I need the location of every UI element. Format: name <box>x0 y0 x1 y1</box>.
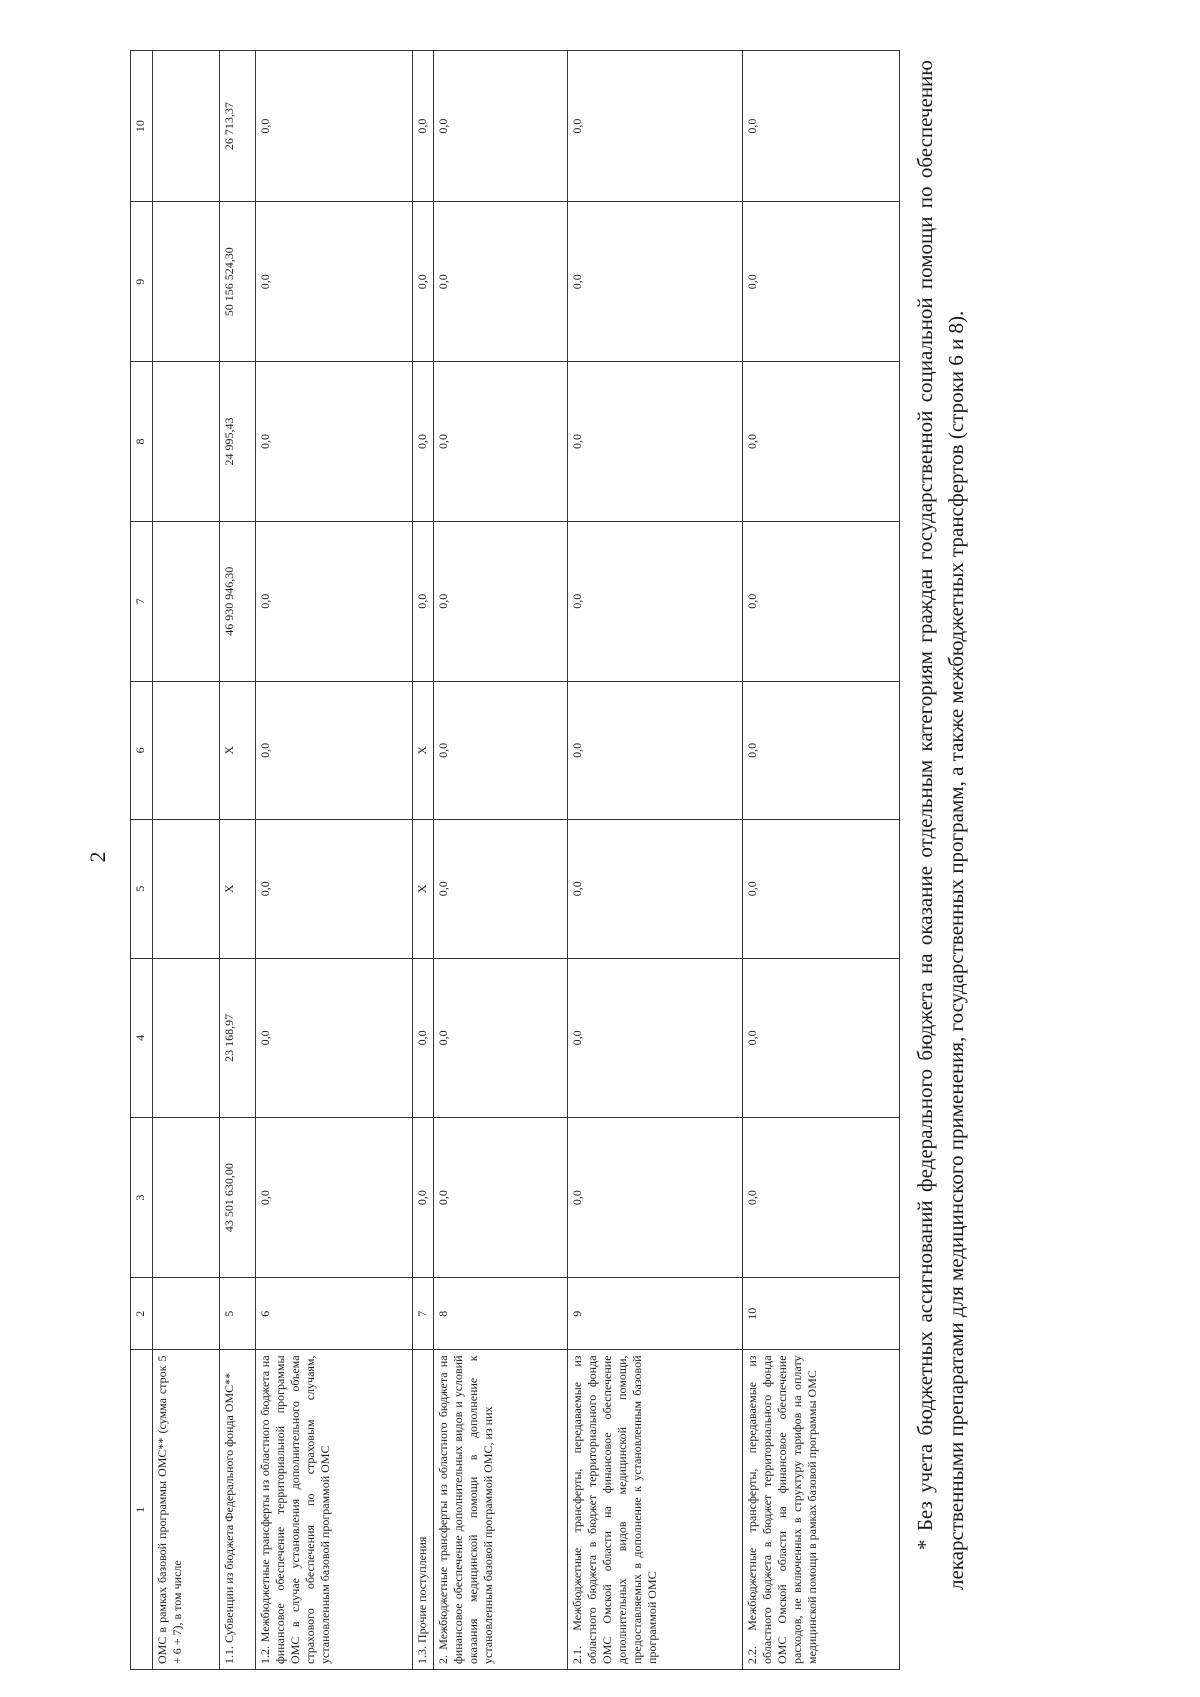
rotated-sheet <box>130 50 968 1670</box>
table-cell: 23 168,97 <box>220 958 256 1118</box>
table-cell: 0,0 <box>742 681 899 819</box>
table-cell: 0,0 <box>742 1118 899 1278</box>
table-cell <box>153 820 220 958</box>
column-header: 5 <box>131 820 153 958</box>
table-row <box>742 51 899 1670</box>
row-label: ОМС в рамках базовой программы ОМС** (сумма строк 5 + 6 + 7), в том числе <box>153 1350 220 1670</box>
table-cell: 0,0 <box>413 958 434 1118</box>
table-cell <box>153 202 220 362</box>
column-header: 9 <box>131 202 153 362</box>
table-cell: 0,0 <box>434 51 568 202</box>
row-label: 2.2. Межбюджетные трансферты, передаваемые из областного бюджета в бюджет территориального фонда ОМС Омской области на финансовое обеспечение расходов, не включенных в структуру тарифов на оплату медицинской помощи в рамках базовой программы ОМС <box>742 1350 899 1670</box>
table-cell: 0,0 <box>413 362 434 522</box>
page-number: 2 <box>85 851 110 863</box>
table-cell: 0,0 <box>568 51 742 202</box>
row-label: 1.1. Субвенции из бюджета Федерального фонда ОМС** <box>220 1350 256 1670</box>
column-header: 7 <box>131 521 153 681</box>
table-cell: 0,0 <box>434 202 568 362</box>
row-code: 9 <box>568 1278 742 1350</box>
table-cell <box>153 521 220 681</box>
table-cell: 0,0 <box>255 681 412 819</box>
table-cell: X <box>220 820 256 958</box>
table-cell: 0,0 <box>568 521 742 681</box>
table-cell: 0,0 <box>742 820 899 958</box>
table-cell: 0,0 <box>742 521 899 681</box>
table-cell: X <box>413 820 434 958</box>
table-cell: 0,0 <box>255 958 412 1118</box>
table-cell: 0,0 <box>568 958 742 1118</box>
table-cell: 0,0 <box>434 681 568 819</box>
row-label: 2. Межбюджетные трансферты из областного бюджета на финансовое обеспечение дополнительных видов и условий оказания медицинской помощи в дополнение к установленным базовой программой ОМС, из них <box>434 1350 568 1670</box>
table-cell: 43 501 630,00 <box>220 1118 256 1278</box>
table-row <box>255 51 412 1670</box>
table-cell: 24 995,43 <box>220 362 256 522</box>
table-cell: 0,0 <box>413 521 434 681</box>
table-cell <box>153 681 220 819</box>
column-header: 10 <box>131 51 153 202</box>
row-code: 6 <box>255 1278 412 1350</box>
row-code: 8 <box>434 1278 568 1350</box>
table-row <box>220 51 256 1670</box>
row-label: 1.3. Прочие поступления <box>413 1350 434 1670</box>
table-row <box>153 51 220 1670</box>
table-cell: 0,0 <box>568 681 742 819</box>
table-header-row <box>131 51 153 1670</box>
table-cell: 26 713,37 <box>220 51 256 202</box>
column-header: 2 <box>131 1278 153 1350</box>
table-cell: 0,0 <box>742 362 899 522</box>
table-row <box>413 51 434 1670</box>
table-row <box>568 51 742 1670</box>
table-cell: 0,0 <box>413 51 434 202</box>
table-cell <box>153 362 220 522</box>
column-header: 4 <box>131 958 153 1118</box>
row-label: 2.1. Межбюджетные трансферты, передаваемые из областного бюджета в бюджет территориального фонда ОМС Омской области на финансовое обеспечение дополнительных видов медицинской помощи, предоставляемых в дополнение к установленным базовой программой ОМС <box>568 1350 742 1670</box>
table-cell: 0,0 <box>568 362 742 522</box>
table-cell: 0,0 <box>255 820 412 958</box>
table-cell: 0,0 <box>742 202 899 362</box>
row-code: 10 <box>742 1278 899 1350</box>
table-cell: 0,0 <box>742 51 899 202</box>
column-header: 8 <box>131 362 153 522</box>
table-cell: 0,0 <box>413 1118 434 1278</box>
table-cell: 0,0 <box>568 820 742 958</box>
table-cell: 0,0 <box>434 1118 568 1278</box>
column-header: 1 <box>131 1350 153 1670</box>
row-code: 7 <box>413 1278 434 1350</box>
table-cell: 0,0 <box>255 202 412 362</box>
table-cell: 0,0 <box>742 958 899 1118</box>
row-code: 5 <box>220 1278 256 1350</box>
table-cell <box>153 51 220 202</box>
column-header: 3 <box>131 1118 153 1278</box>
column-header: 6 <box>131 681 153 819</box>
table-cell: 0,0 <box>434 521 568 681</box>
footnote: * Без учета бюджетных ассигнований федерального бюджета на оказание отдельным категориям граждан государственной социальной помощи по обеспечению лекарственными препаратами для медицинского применения, государственных программ, а также межбюджетных трансфертов (строки 6 и 8). <box>913 60 968 1590</box>
row-code <box>153 1278 220 1350</box>
budget-table <box>130 50 900 1670</box>
table-cell: 0,0 <box>255 1118 412 1278</box>
table-cell: 50 156 524,30 <box>220 202 256 362</box>
table-cell: 0,0 <box>255 362 412 522</box>
table-cell: X <box>413 681 434 819</box>
table-cell: 0,0 <box>434 958 568 1118</box>
table-cell: 0,0 <box>255 51 412 202</box>
row-label: 1.2. Межбюджетные трансферты из областного бюджета на финансовое обеспечение территориальной программы ОМС в случае установления дополнительного объема страхового обеспечения по страховым случаям, установленным базовой программой ОМС <box>255 1350 412 1670</box>
table-cell: 46 930 946,30 <box>220 521 256 681</box>
table-cell: 0,0 <box>255 521 412 681</box>
table-cell: X <box>220 681 256 819</box>
table-cell: 0,0 <box>434 362 568 522</box>
table-cell: 0,0 <box>413 202 434 362</box>
table-cell: 0,0 <box>568 1118 742 1278</box>
table-row <box>434 51 568 1670</box>
table-cell <box>153 958 220 1118</box>
table-cell: 0,0 <box>434 820 568 958</box>
table-cell: 0,0 <box>568 202 742 362</box>
table-cell <box>153 1118 220 1278</box>
